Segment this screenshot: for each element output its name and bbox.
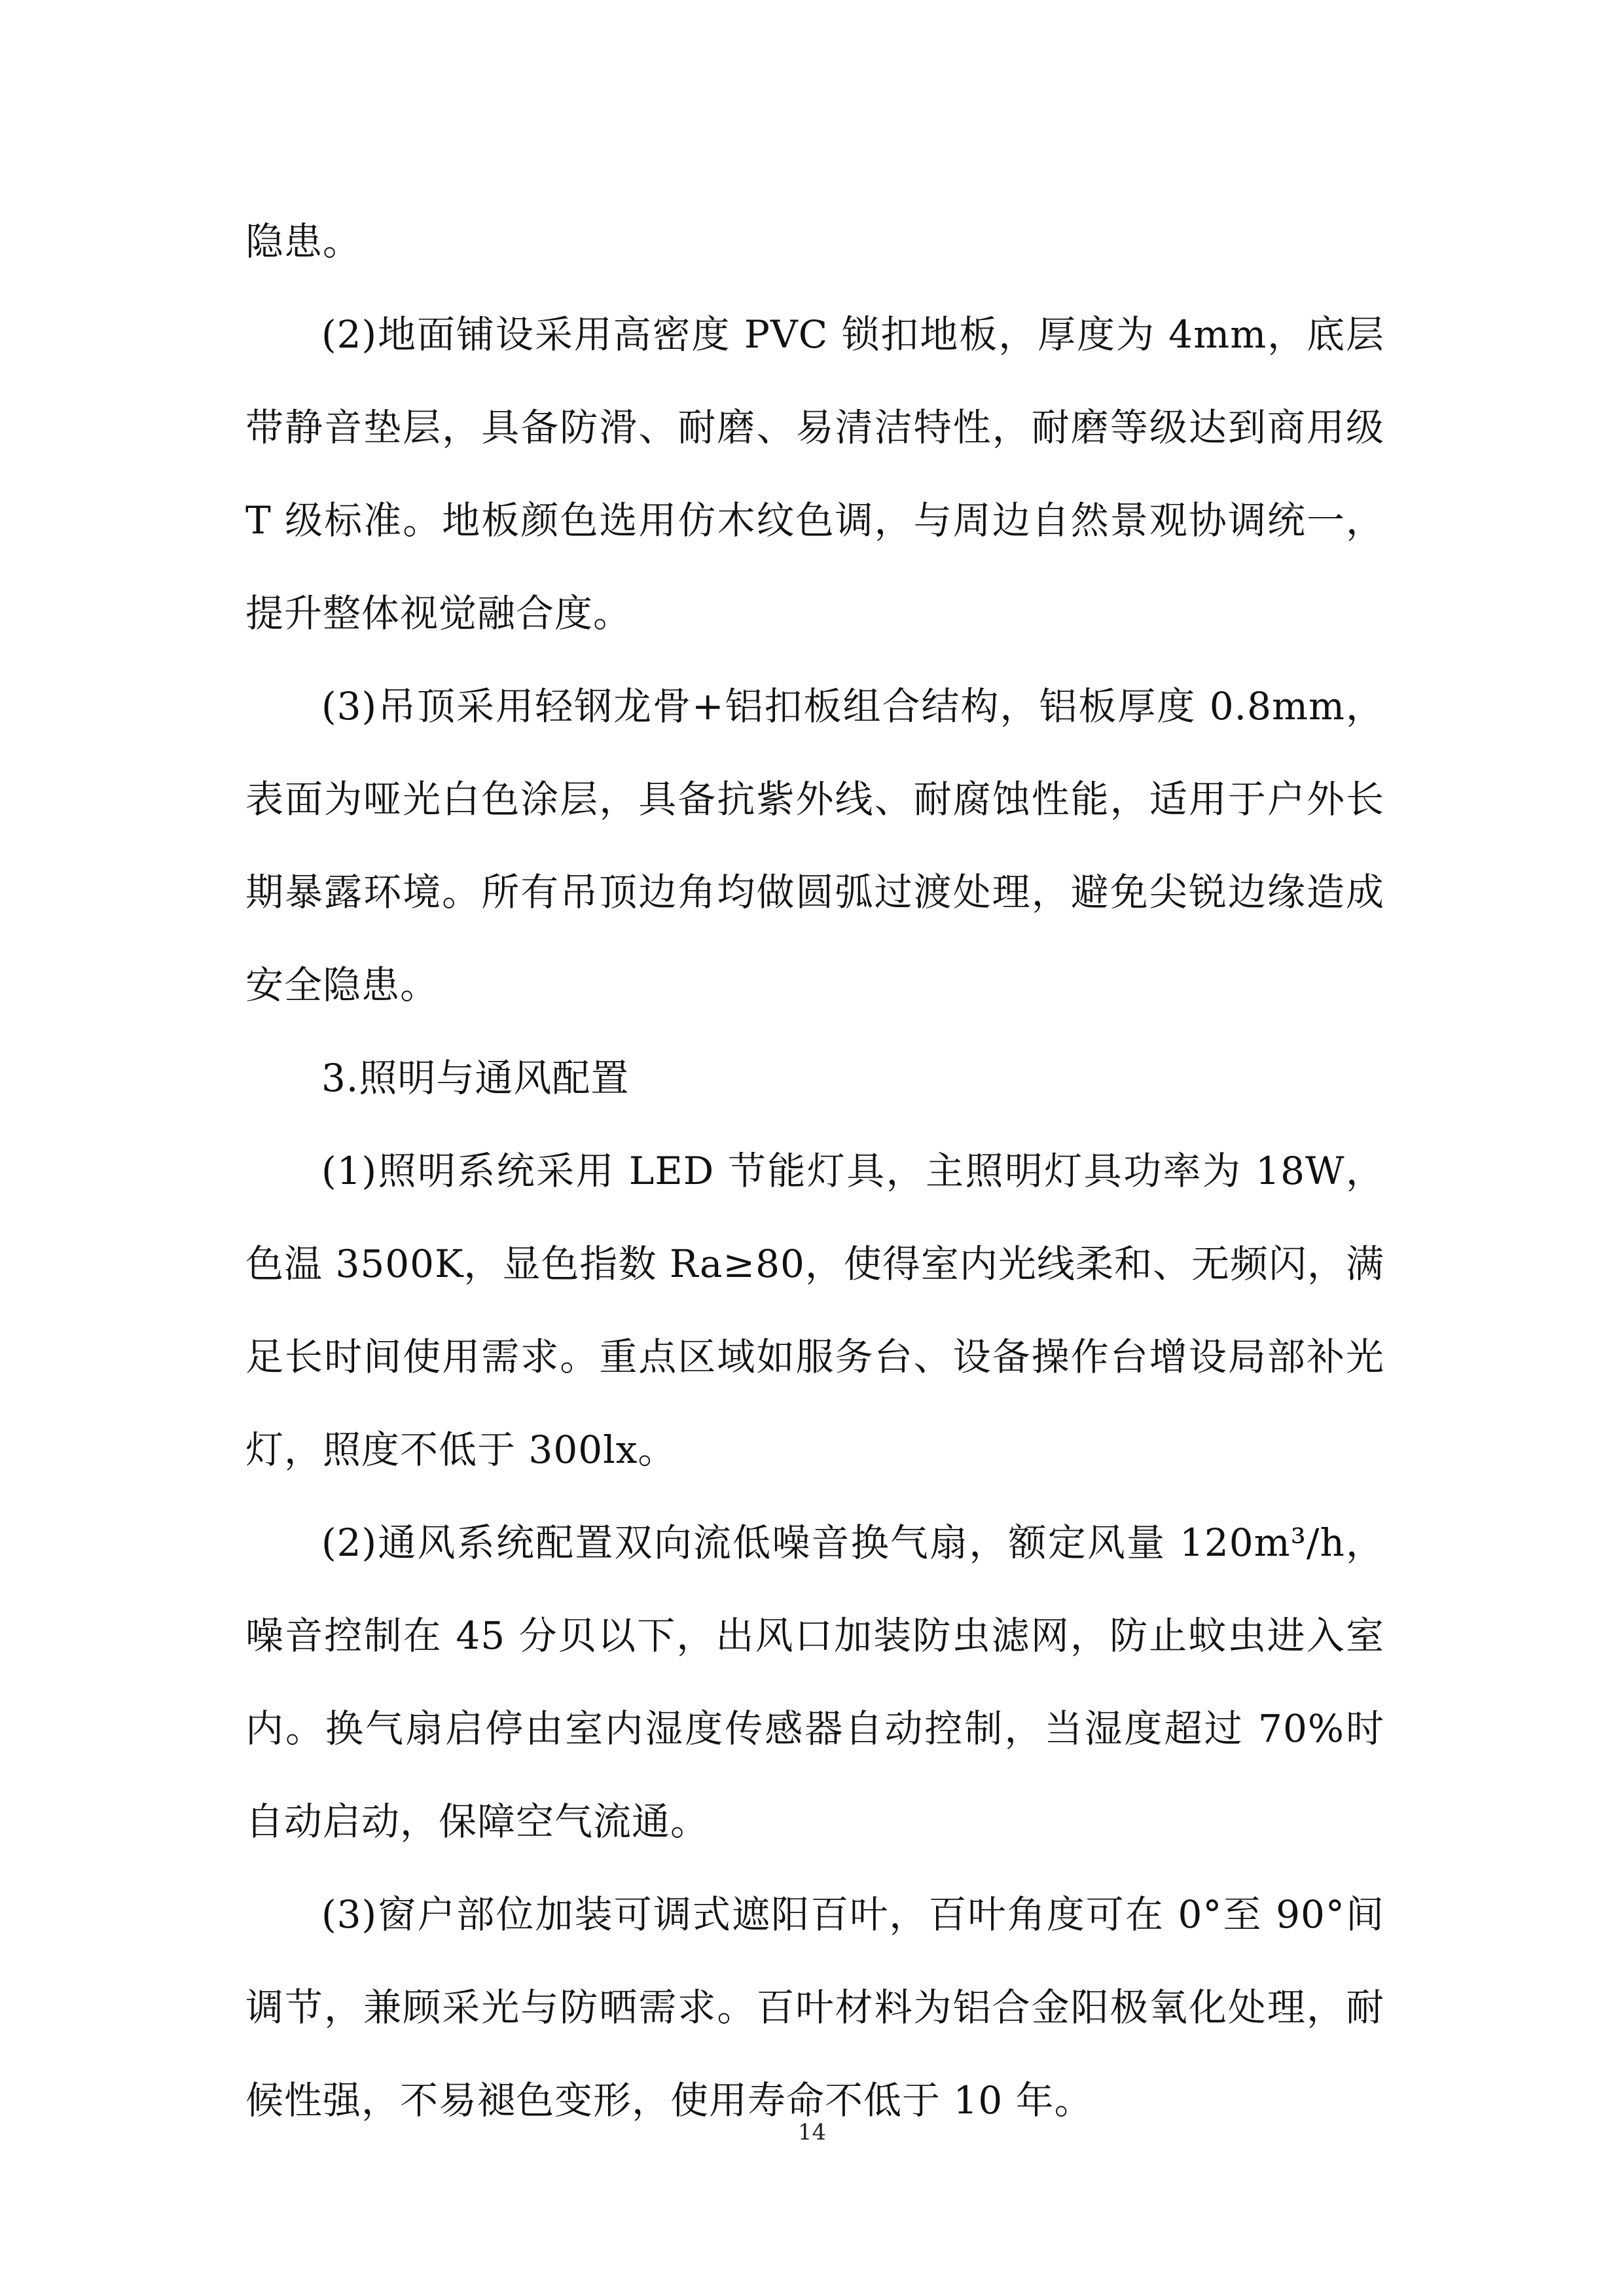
body-text (245, 195, 1384, 2147)
paragraph-window-blinds: (3)窗户部位加装可调式遮阳百叶，百叶角度可在 0°至 90°间调节，兼顾采光与防晒需求。百叶材料为铝合金阳极氧化处理，耐候性强，不易褪色变形，使用寿命不低于 10 年。 (245, 1892, 1384, 2123)
paragraph-ventilation: (2)通风系统配置双向流低噪音换气扇，额定风量 120m³/h，噪音控制在 45 分贝以下，出风口加装防虫滤网，防止蚊虫进入室内。换气扇启停由室内湿度传感器自动控制，当湿度超过 70%时自动启动，保障空气流通。 (245, 1520, 1384, 1844)
page-number: 14 (797, 2119, 827, 2145)
section-heading-lighting-ventilation: 3.照明与通风配置 (321, 1056, 630, 1100)
paragraph-ceiling: (3)吊顶采用轻钢龙骨+铝扣板组合结构，铝板厚度 0.8mm，表面为哑光白色涂层，具备抗紫外线、耐腐蚀性能，适用于户外长期暴露环境。所有吊顶边角均做圆弧过渡处理，避免尖锐边缘造成安全隐患。 (245, 684, 1384, 1007)
paragraph-floor-paving: (2)地面铺设采用高密度 PVC 锁扣地板，厚度为 4mm，底层带静音垫层，具备防滑、耐磨、易清洁特性，耐磨等级达到商用级 T 级标准。地板颜色选用仿木纹色调，与周边自然景观协调统一，提升整体视觉融合度。 (245, 312, 1384, 636)
paragraph-continued: 隐患。 (245, 219, 362, 264)
paragraph-lighting: (1)照明系统采用 LED 节能灯具，主照明灯具功率为 18W，色温 3500K，显色指数 Ra≥80，使得室内光线柔和、无频闪，满足长时间使用需求。重点区域如服务台、设备操作台增设局部补光灯，照度不低于 300lx。 (245, 1149, 1384, 1472)
